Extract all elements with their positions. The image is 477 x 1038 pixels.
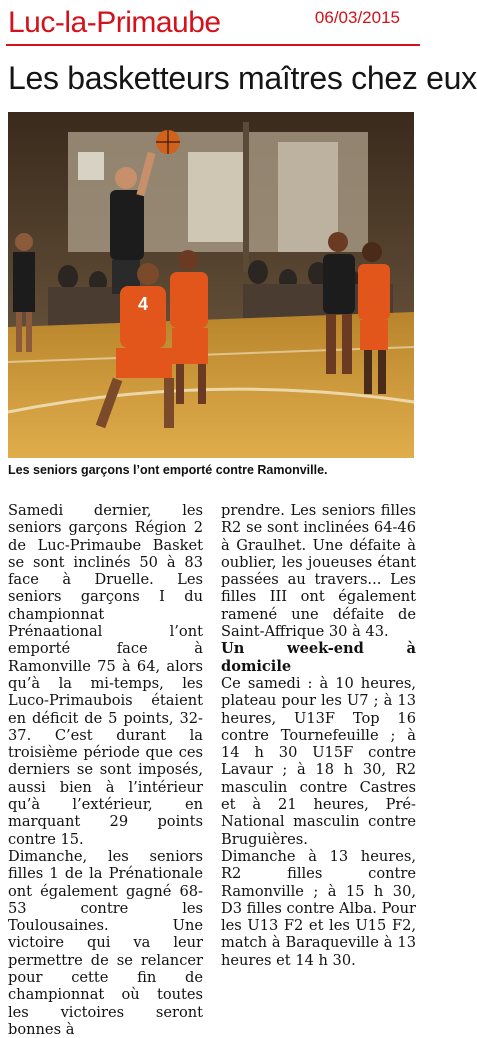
paragraph: Dimanche à 13 heures, R2 filles contre Ramonville ; à 15 h 30, D3 filles contre Alba. Pour les U13 F2 et les U15 F2, match à Baraqueville à 13 heures et 14 h 30.	[221, 847, 416, 969]
paragraph: prendre. Les seniors filles R2 se sont inclinées 64-46 à Graulhet. Une défaite à oublier, les joueuses étant passées au travers... Les filles III ont également ramené une défaite de Saint-Affrique 30 à 43.	[221, 502, 416, 641]
publication-date: 06/03/2015	[314, 8, 400, 27]
article-column-1	[8, 502, 203, 1038]
section-title: Luc-la-Primaube	[8, 6, 221, 39]
jersey-number-4: 4	[138, 294, 149, 314]
subheading: Un week-end à domicile	[221, 640, 416, 675]
paragraph: Dimanche, les seniors filles 1 de la Prénationale ont également gagné 68-53 contre les Toulousaines. Une victoire qui va leur permettre de se relancer pour cette fin de championnat où toutes les victoires seront bonnes à	[8, 847, 203, 1038]
article-headline: Les basketteurs maîtres chez eux	[8, 60, 477, 96]
page-header	[0, 0, 426, 46]
article-column-2	[221, 502, 416, 969]
paragraph: Samedi dernier, les seniors garçons Région 2 de Luc-Primaube Basket se sont inclinés 50 à 83 face à Druelle. Les seniors garçons I du championnat Prénaational l’ont emporté face à Ramonville 75 à 64, alors qu’à la mi-temps, les Luco-Primaubois étaient en déficit de 5 points, 32-37. C’est durant la troisième période que ces derniers se sont imposés, aussi bien à l’intérieur qu’à l’extérieur, en marquant 29 points contre 15.	[8, 502, 203, 848]
paragraph: Ce samedi : à 10 heures, plateau pour les U7 ; à 13 heures, U13F Top 16 contre Tournefeuille ; à 14 h 30 U15F contre Lavaur ; à 18 h 30, R2 masculin contre Castres et à 21 heures, Pré-National masculin contre Bruguières.	[221, 674, 416, 848]
photo-caption: Les seniors garçons l’ont emporté contre Ramonville.	[8, 463, 328, 477]
article-photo	[8, 112, 414, 458]
header-rule	[6, 44, 420, 46]
